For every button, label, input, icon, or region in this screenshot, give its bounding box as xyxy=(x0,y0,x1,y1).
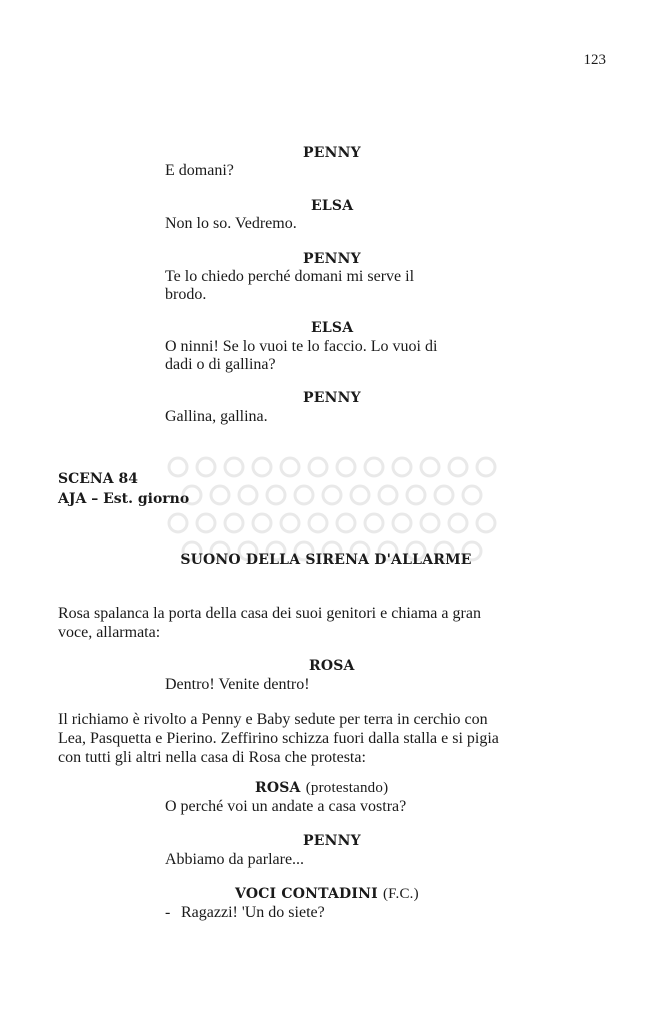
speaker-penny-4: PENNY xyxy=(303,833,361,849)
speaker-name: VOCI CONTADINI xyxy=(235,886,378,902)
dialogue-line: O perché voi un andate a casa vostra? xyxy=(165,798,407,815)
dialogue-dash: - xyxy=(165,904,171,921)
page-number: 123 xyxy=(583,52,606,68)
dialogue-line: O ninni! Se lo vuoi te lo faccio. Lo vuoi di xyxy=(165,338,438,355)
dialogue-line: Te lo chiedo perché domani mi serve il xyxy=(165,268,415,285)
dialogue-line xyxy=(165,904,505,922)
action-line: Il richiamo è rivolto a Penny e Baby sedute per terra in cerchio con xyxy=(58,711,488,728)
stage-direction: (F.C.) xyxy=(382,886,419,902)
speaker-elsa-2: ELSA xyxy=(311,320,354,336)
scene-location: AJA – Est. giorno xyxy=(58,491,190,507)
speaker-name: ROSA xyxy=(255,780,301,796)
action-line: Rosa spalanca la porta della casa dei suoi genitori e chiama a gran xyxy=(58,605,481,622)
speaker-elsa-1: ELSA xyxy=(311,198,354,214)
action-line: voce, allarmata: xyxy=(58,624,161,641)
dialogue-line: Non lo so. Vedremo. xyxy=(165,215,297,232)
scene-number: SCENA 84 xyxy=(58,471,138,487)
speaker-rosa-2 xyxy=(255,780,388,797)
action-line: con tutti gli altri nella casa di Rosa che protesta: xyxy=(58,749,366,766)
speaker-penny-1: PENNY xyxy=(303,145,361,161)
dialogue-text: Ragazzi! 'Un do siete? xyxy=(181,904,325,921)
dialogue-line: Abbiamo da parlare... xyxy=(165,851,305,868)
action-line: Lea, Pasquetta e Pierino. Zeffirino schizza fuori dalla stalla e si pigia xyxy=(58,730,499,747)
dialogue-line: Dentro! Venite dentro! xyxy=(165,676,310,693)
dialogue-line: E domani? xyxy=(165,162,234,179)
dialogue-line: brodo. xyxy=(165,286,207,303)
speaker-penny-2: PENNY xyxy=(303,251,361,267)
dialogue-line: Gallina, gallina. xyxy=(165,408,268,425)
speaker-rosa-1: ROSA xyxy=(309,658,355,674)
dialogue-line: dadi o di gallina? xyxy=(165,356,276,373)
stage-direction: (protestando) xyxy=(305,780,389,796)
speaker-penny-3: PENNY xyxy=(303,390,361,406)
speaker-voci-contadini xyxy=(235,886,419,903)
sound-effect-heading: SUONO DELLA SIRENA D'ALLARME xyxy=(180,552,472,568)
